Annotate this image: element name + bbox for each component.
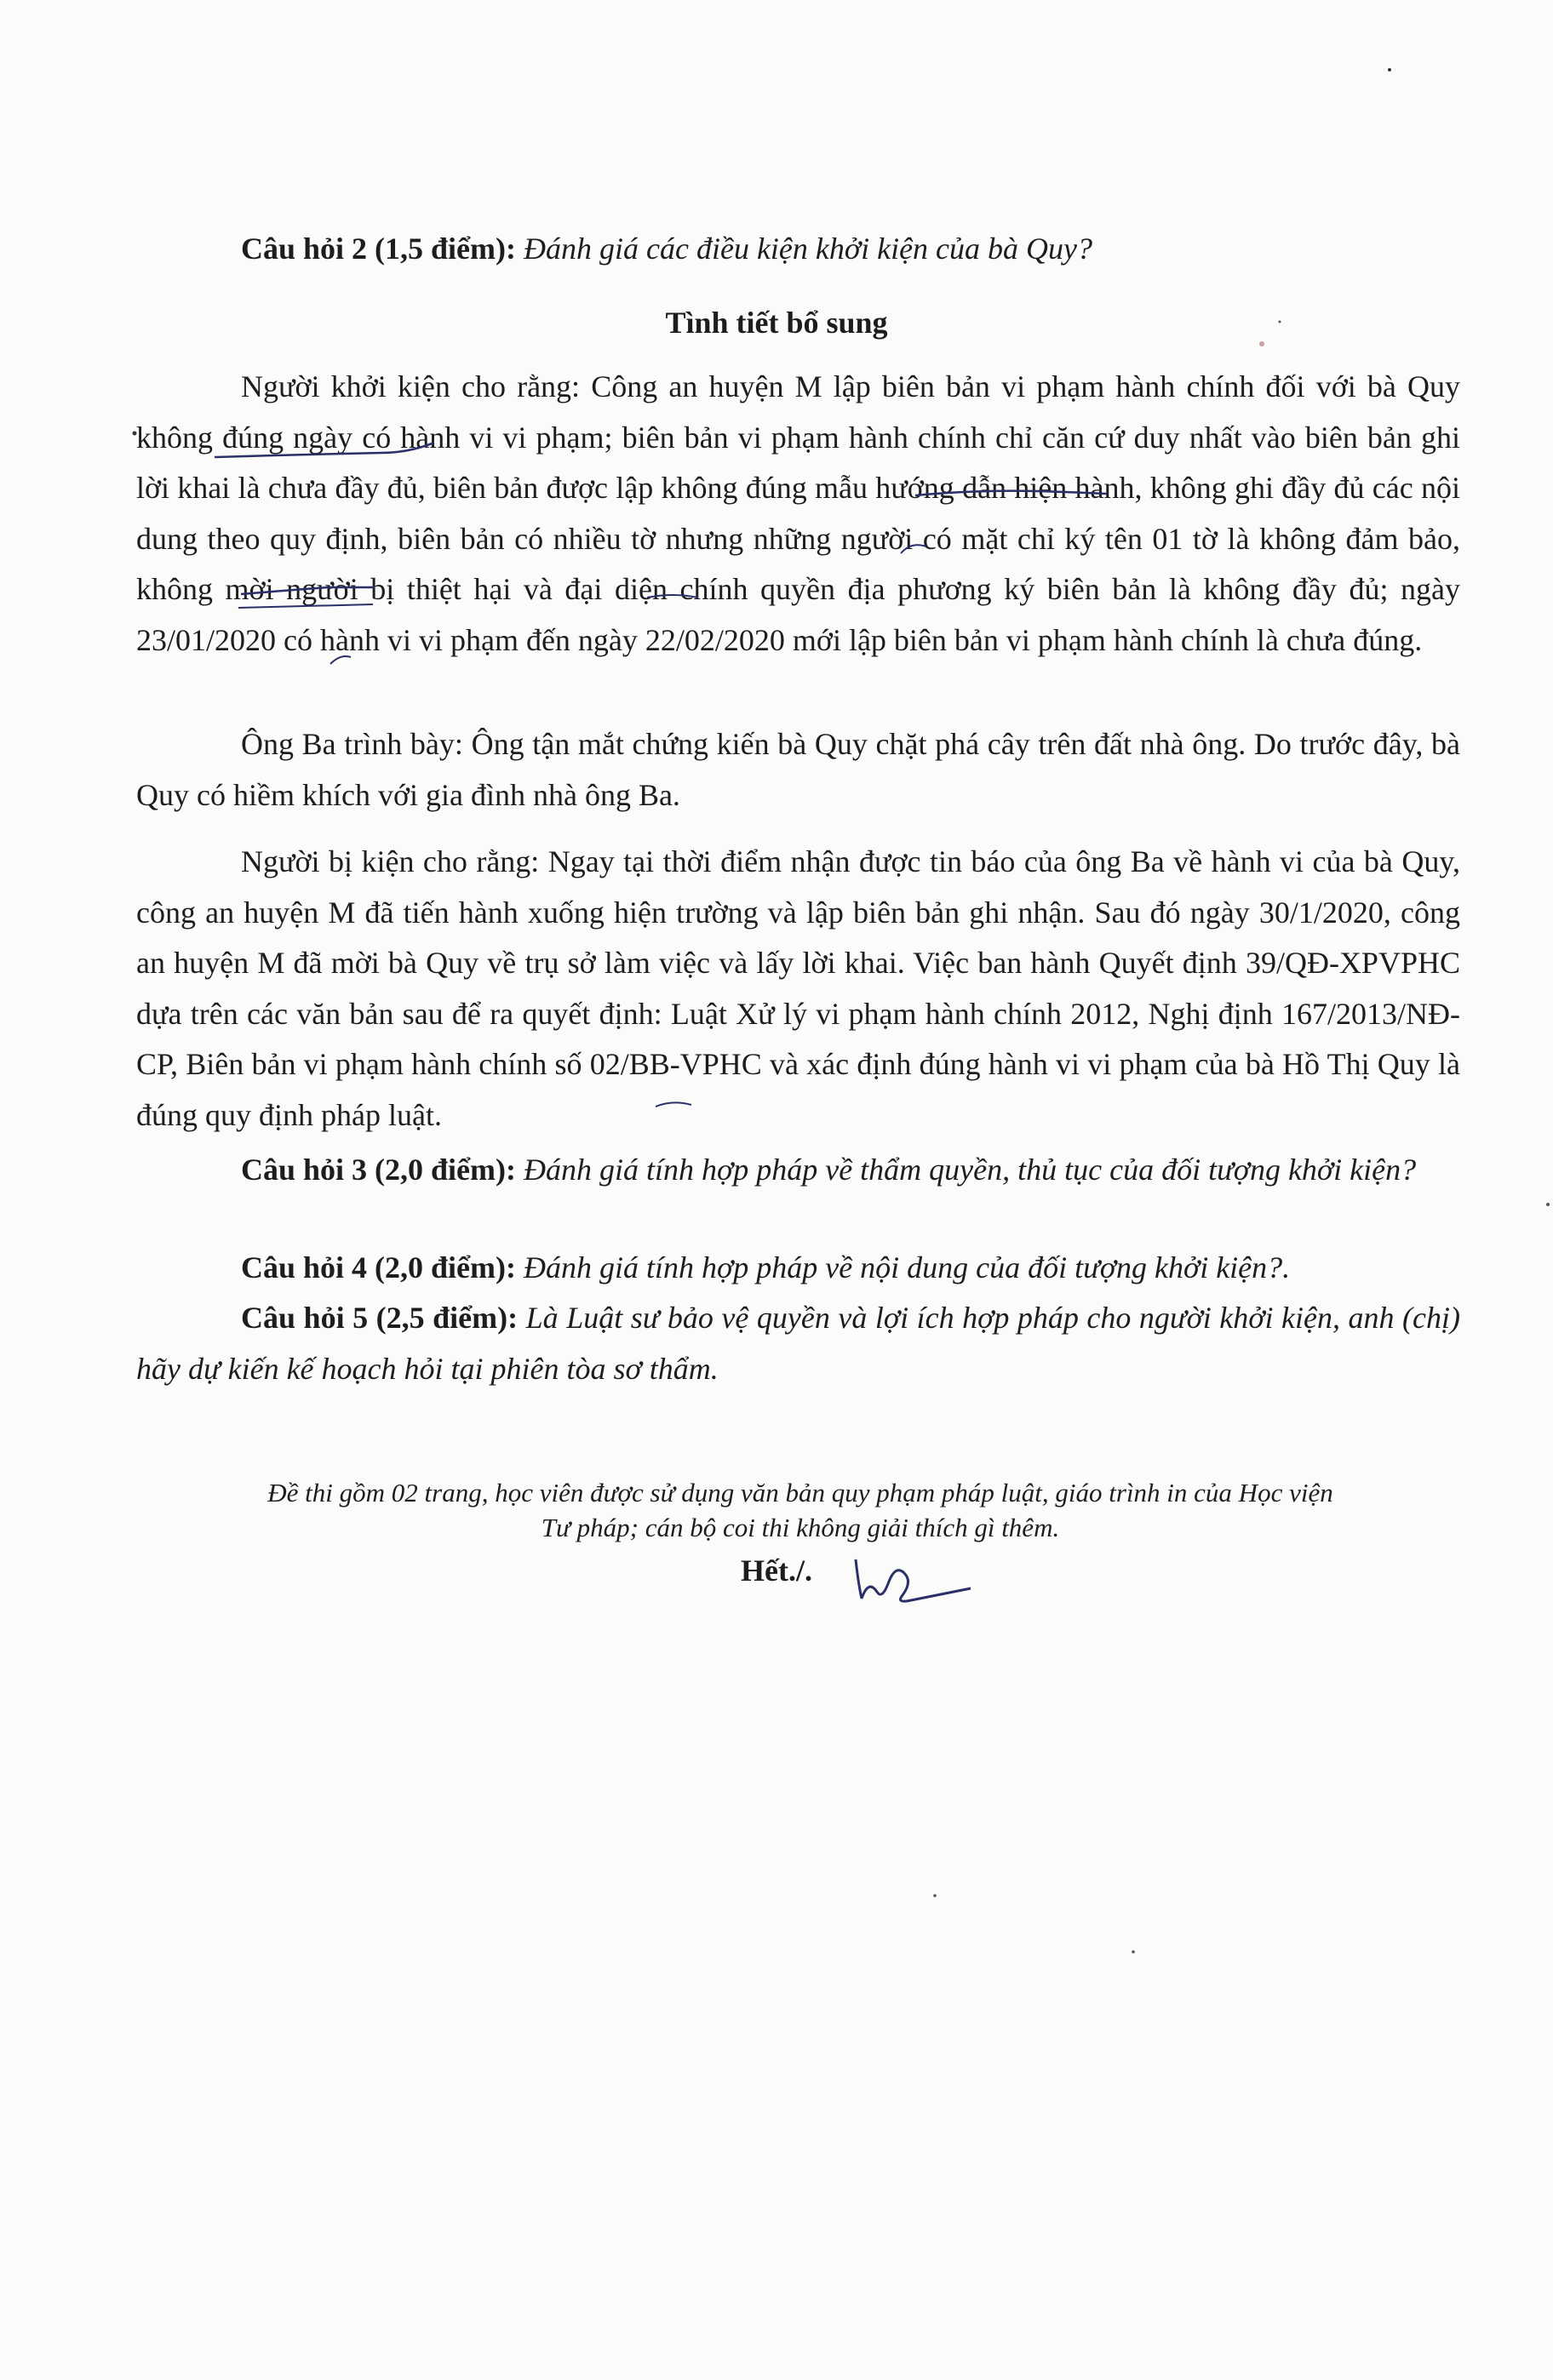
speck bbox=[1546, 1203, 1550, 1206]
end-text: Hết./. bbox=[741, 1553, 812, 1588]
speck bbox=[1132, 1950, 1135, 1954]
question-4-label: Câu hỏi 4 (2,0 điểm): bbox=[241, 1250, 516, 1284]
footer-note-line-2: Tư pháp; cán bộ coi thi không giải thích gì thêm. bbox=[541, 1513, 1060, 1542]
question-4-text: Đánh giá tính hợp pháp về nội dung của đối tượng khởi kiện?. bbox=[524, 1250, 1291, 1284]
question-2-text: Đánh giá các điều kiện khởi kiện của bà Quy? bbox=[524, 232, 1093, 266]
defendant-claim-paragraph: Người bị kiện cho rằng: Ngay tại thời điểm nhận được tin báo của ông Ba về hành vi của bà Quy, công an huyện M đã tiến hành xuống hiện trường và lập biên bản ghi nhận. Sau đó ngày 30/1/2020, công an huyện M đã mời bà Quy về trụ sở làm việc và lấy lời khai. Việc ban hành Quyết định 39/QĐ-XPVPHC dựa trên các văn bản sau để ra quyết định: Luật Xử lý vi phạm hành chính 2012, Nghị định 167/2013/NĐ-CP, Biên bản vi phạm hành chính số 02/BB-VPHC và xác định đúng hành vi vi phạm của bà Hồ Thị Quy là đúng quy định pháp luật. bbox=[136, 844, 1460, 1132]
speck bbox=[933, 1894, 937, 1897]
question-5-text: Là Luật sư bảo vệ quyền và lợi ích hợp pháp cho người khởi kiện, anh (chị) hãy dự kiến kế hoạch hỏi tại phiên tòa sơ thẩm. bbox=[136, 1301, 1460, 1386]
question-3-text: Đánh giá tính hợp pháp về thẩm quyền, thủ tục của đối tượng khởi kiện? bbox=[524, 1153, 1417, 1187]
question-4 bbox=[136, 1243, 1460, 1294]
supplement-title: Tình tiết bổ sung bbox=[665, 306, 888, 340]
question-2 bbox=[136, 224, 1460, 275]
footer-note-line-1: Đề thi gồm 02 trang, học viên được sử dụng văn bản quy phạm pháp luật, giáo trình in của Học viện bbox=[267, 1478, 1333, 1508]
question-5 bbox=[136, 1293, 1460, 1394]
speck bbox=[1388, 68, 1391, 72]
question-5-label: Câu hỏi 5 (2,5 điểm): bbox=[241, 1301, 519, 1335]
plaintiff-claim-paragraph: Người khởi kiện cho rằng: Công an huyện M lập biên bản vi phạm hành chính đối với bà Quy không đúng ngày có hành vi vi phạm; biên bản vi phạm hành chính chỉ căn cứ duy nhất vào biên bản ghi lời khai là chưa đầy đủ, biên bản được lập không đúng mẫu hướng dẫn hiện hành, không ghi đầy đủ các nội dung theo quy định, biên bản có nhiều tờ nhưng những người có mặt chỉ ký tên 01 tờ là không đảm bảo, không mời người bị thiệt hại và đại diện chính quyền địa phương ký biên bản là không đầy đủ; ngày 23/01/2020 có hành vi vi phạm đến ngày 22/02/2020 mới lập biên bản vi phạm hành chính là chưa đúng. bbox=[136, 369, 1460, 657]
question-3-label: Câu hỏi 3 (2,0 điểm): bbox=[241, 1153, 516, 1187]
witness-statement-paragraph: Ông Ba trình bày: Ông tận mắt chứng kiến bà Quy chặt phá cây trên đất nhà ông. Do trước đây, bà Quy có hiềm khích với gia đình nhà ông Ba. bbox=[136, 727, 1460, 812]
question-3 bbox=[136, 1145, 1460, 1196]
end-mark bbox=[0, 1549, 1553, 1592]
question-2-label: Câu hỏi 2 (1,5 điểm): bbox=[241, 232, 516, 266]
